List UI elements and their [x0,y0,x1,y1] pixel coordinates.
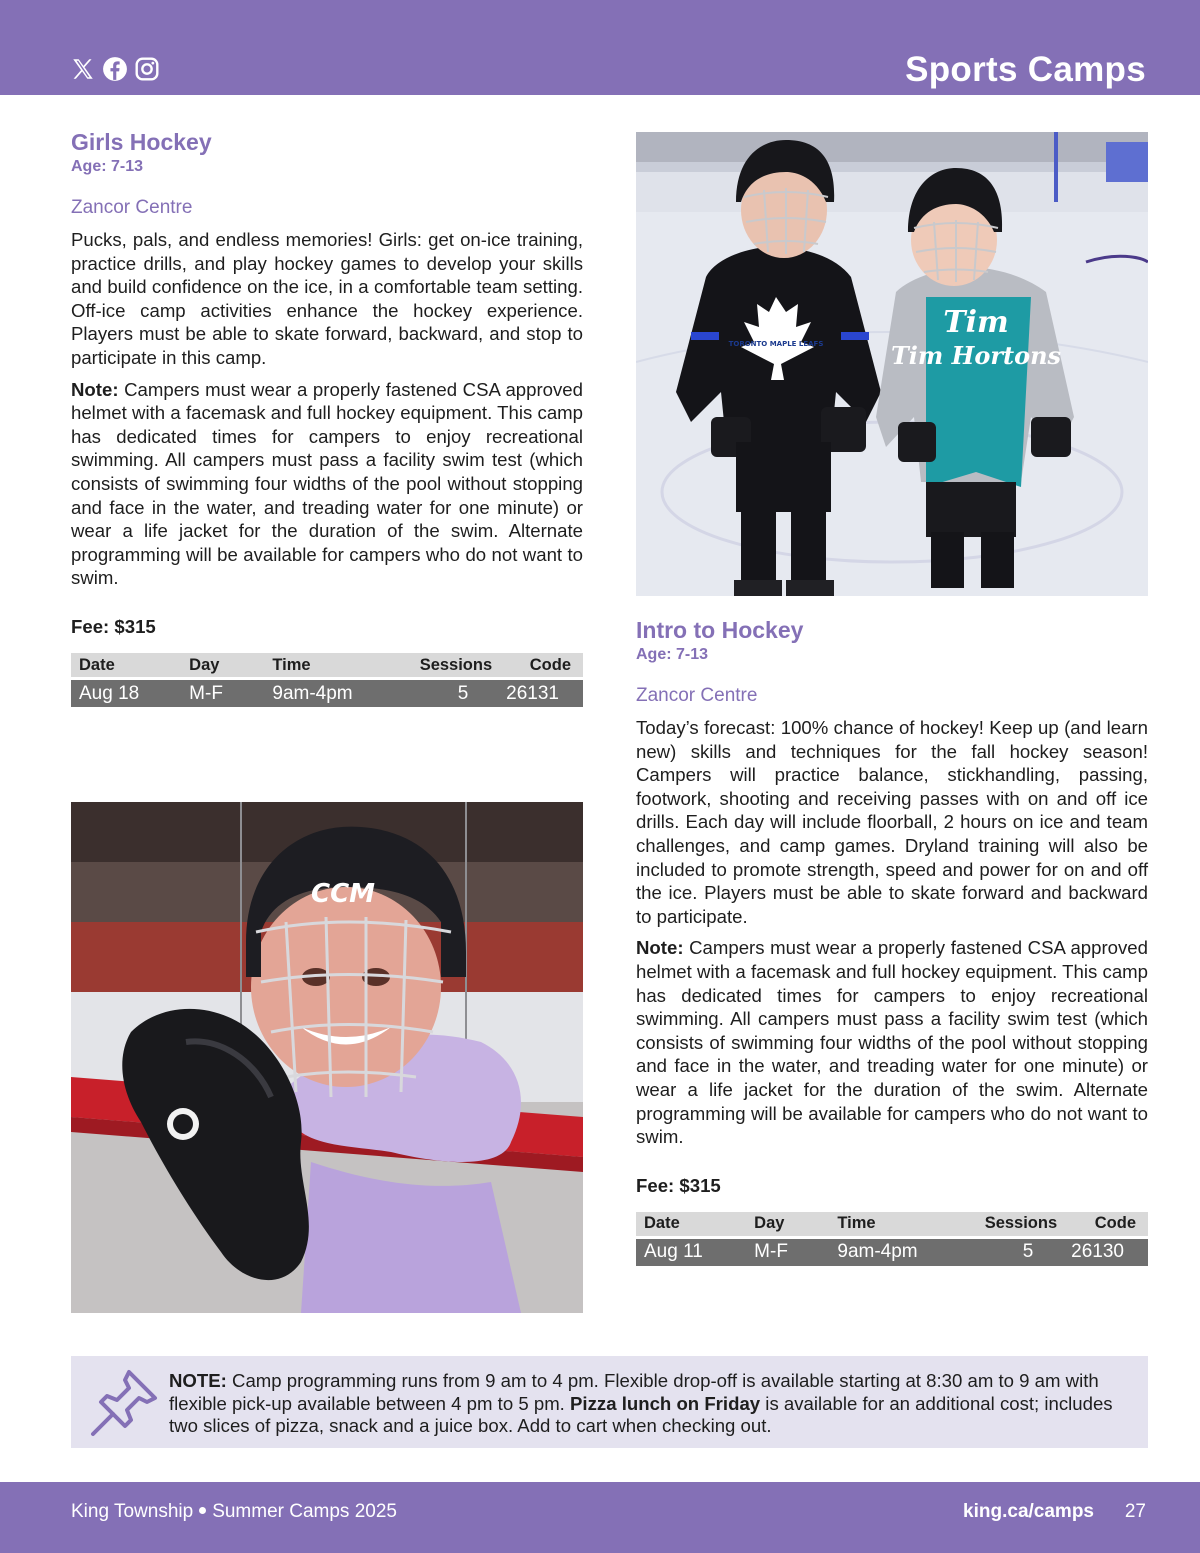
cell-time: 9am-4pm [829,1238,959,1266]
camp-description: Today’s forecast: 100% chance of hockey! Keep up (and learn new) skills and techniques for the fall hockey season! Campers will practice balance, stickhandling, passing, footwork, shooting and receiving passes with on and off ice drills. Each day will include floorball, 2 hours on ice and team challenges, and camp games. Dryland training will also be included to promote strength, speed and power for on and off the ice. Players must be able to skate forward and backward to participate. [636,717,1148,927]
camp-title: Girls Hockey [71,129,212,155]
table-row [71,679,583,707]
cell-date: Aug 18 [71,679,181,707]
program-note-text [169,1370,1129,1438]
camp-note [71,378,583,590]
header-bar [0,0,1200,95]
footer-publication [71,1501,397,1523]
social-links [70,56,160,82]
cell-time: 9am-4pm [264,679,394,707]
pushpin-icon [85,1362,165,1442]
schedule-table [71,653,583,707]
cell-day: M-F [181,679,264,707]
svg-text:Tim: Tim [943,305,1009,340]
cell-code: 26130 [1063,1238,1148,1266]
cell-sessions: 5 [959,1238,1063,1266]
jersey-timhortons-text: Tim Hortons [890,341,1062,370]
header-sessions: Sessions [959,1212,1063,1238]
page-number: 27 [1124,1501,1146,1522]
camp-title: Intro to Hockey [636,617,804,643]
note-part-1: Camp programming runs from 9 am to 4 pm. Flexible drop-off is available starting at 8:30 am to 9 am with flexible pick-up available between 4 pm to 5 pm. [169,1370,1099,1414]
photo-two-kids-on-ice [636,132,1148,596]
footer-org: King Township [71,1501,194,1522]
header-code: Code [1063,1212,1148,1238]
note-pizza: Pizza lunch on Friday [570,1392,761,1414]
facebook-icon[interactable] [102,56,128,82]
photo-girl-at-boards [71,802,583,1313]
jersey-leafs-text: TORONTO MAPLE LEAFS [728,340,824,348]
header-date: Date [636,1212,746,1238]
header-sessions: Sessions [394,653,498,679]
cell-date: Aug 11 [636,1238,746,1266]
cell-day: M-F [746,1238,829,1266]
cell-sessions: 5 [394,679,498,707]
note-label: Note: [71,378,119,400]
camp-note [636,936,1148,1148]
header-day: Day [181,653,264,679]
camp-fee: Fee: $315 [636,1174,721,1196]
schedule-table [636,1212,1148,1266]
note-text: Campers must wear a properly fastened CSA approved helmet with a facemask and full hockey equipment. This camp has dedicated times for campers to enjoy recreational swimming. All campers must pass a facility swim test (which consists of swimming four widths of the pool without stopping and face in the water, and treading water for one minute) or wear a life jacket for the duration of the swim. Alternate programming will be available for campers who do not want to swim. [71,378,583,589]
section-title: Sports Camps [905,50,1146,89]
cell-code: 26131 [498,679,583,707]
program-note-box [71,1356,1148,1448]
helmet-brand-text: CCM [311,879,376,909]
header-time: Time [829,1212,959,1238]
camp-fee: Fee: $315 [71,615,156,637]
instagram-icon[interactable] [134,56,160,82]
table-header-row [636,1212,1148,1238]
header-time: Time [264,653,394,679]
note-part-3: is available for an additional cost; includes two slices of pizza, snack and a juice box. Add to cart when checking out. [169,1392,1113,1436]
footer-title: Summer Camps 2025 [212,1501,397,1522]
camp-age: Age: 7-13 [636,646,709,663]
header-date: Date [71,653,181,679]
header-code: Code [498,653,583,679]
table-row [636,1238,1148,1266]
table-header-row [71,653,583,679]
header-day: Day [746,1212,829,1238]
camp-location: Zancor Centre [636,685,758,706]
note-text: Campers must wear a properly fastened CSA approved helmet with a facemask and full hockey equipment. This camp has dedicated times for campers to enjoy recreational swimming. All campers must pass a facility swim test (which consists of swimming four widths of the pool without stopping and face in the water, and treading water for one minute) or wear a life jacket for the duration of the swim. Alternate programming will be available for campers who do not want to swim. [636,937,1148,1148]
bullet-dot [199,1507,206,1514]
footer-url-link[interactable]: king.ca/camps [963,1501,1094,1522]
camp-location: Zancor Centre [71,197,193,218]
girls-hockey-section [71,128,583,707]
note-label: NOTE: [169,1370,227,1391]
x-icon[interactable] [70,56,96,82]
camp-age: Age: 7-13 [71,158,144,175]
intro-hockey-section [636,616,1148,1266]
camp-description: Pucks, pals, and endless memories! Girls: get on-ice training, practice drills, and play hockey games to develop your skills and build confidence on the ice, in a comfortable team setting. Off-ice camp activities enhance the hockey experience. Players must be able to skate forward, backward, and stop to participate in this camp. [71,229,583,368]
footer-bar [0,1482,1200,1553]
note-label: Note: [636,937,684,959]
